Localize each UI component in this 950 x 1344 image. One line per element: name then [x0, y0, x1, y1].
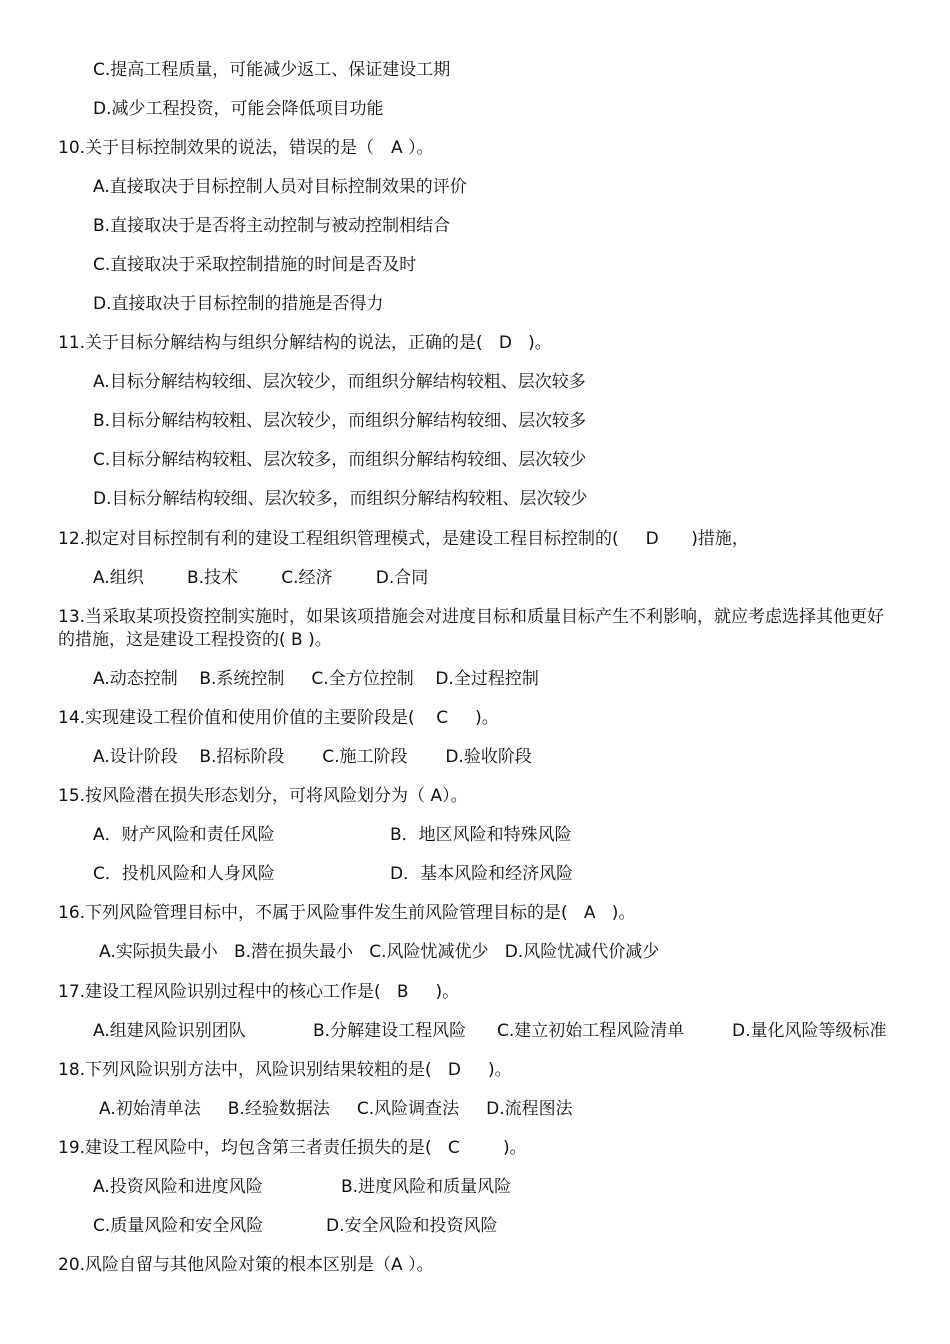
option-line: A.动态控制 B.系统控制 C.全方位控制 D.全过程控制: [93, 669, 539, 689]
option-line: A.组织 B.技术 C.经济 D.合同: [93, 568, 429, 588]
option-line: B.目标分解结构较粗、层次较少，而组织分解结构较细、层次较多: [93, 411, 587, 431]
option-line: D.减少工程投资，可能会降低项目功能: [93, 99, 384, 119]
option-line: B.分解建设工程风险: [313, 1021, 467, 1041]
question-12: 12.拟定对目标控制有利的建设工程组织管理模式，是建设工程目标控制的( D )措施，: [58, 529, 749, 549]
question-10: 10.关于目标控制效果的说法，错误的是（ A ）。: [58, 138, 434, 158]
option-line: B．地区风险和特殊风险: [390, 825, 572, 845]
option-line: C.质量风险和安全风险: [93, 1216, 264, 1236]
option-line: C.目标分解结构较粗、层次较多，而组织分解结构较细、层次较少: [93, 450, 587, 470]
option-line: C.直接取决于采取控制措施的时间是否及时: [93, 255, 417, 275]
option-line: D.直接取决于目标控制的措施是否得力: [93, 294, 384, 314]
option-line: A.实际损失最小 B.潜在损失最小 C.风险忧减优少 D.风险忧减代价减少: [99, 942, 660, 962]
question-18: 18.下列风险识别方法中，风险识别结果较粗的是( D )。: [58, 1060, 512, 1080]
option-line: B.直接取决于是否将主动控制与被动控制相结合: [93, 216, 451, 236]
option-line: C.提高工程质量，可能减少返工、保证建设工期: [93, 60, 451, 80]
option-line: D.目标分解结构较细、层次较多，而组织分解结构较粗、层次较少: [93, 489, 588, 509]
option-line: A.设计阶段 B.招标阶段 C.施工阶段 D.验收阶段: [93, 747, 532, 767]
question-13: 13.当采取某项投资控制实施时，如果该项措施会对进度目标和质量目标产生不利影响，就应考虑选择其他更好的措施，这是建设工程投资的( B )。: [58, 607, 885, 650]
option-line: D.安全风险和投资风险: [326, 1216, 498, 1236]
question-14: 14.实现建设工程价值和使用价值的主要阶段是( C )。: [58, 708, 499, 728]
question-15: 15.按风险潜在损失形态划分，可将风险划分为（ A）。: [58, 786, 468, 806]
question-11: 11.关于目标分解结构与组织分解结构的说法，正确的是( D )。: [58, 333, 552, 353]
option-line: A.直接取决于目标控制人员对目标控制效果的评价: [93, 177, 467, 197]
question-19: 19.建设工程风险中，均包含第三者责任损失的是( C )。: [58, 1138, 527, 1158]
question-16: 16.下列风险管理目标中，不属于风险事件发生前风险管理目标的是( A )。: [58, 903, 636, 923]
question-20: 20.风险自留与其他风险对策的根本区别是（A ）。: [58, 1255, 434, 1275]
option-line: A.初始清单法 B.经验数据法 C.风险调查法 D.流程图法: [99, 1099, 573, 1119]
option-line: A.投资风险和进度风险: [93, 1177, 263, 1197]
option-line: A.目标分解结构较细、层次较少，而组织分解结构较粗、层次较多: [93, 372, 586, 392]
option-line: A.组建风险识别团队: [93, 1021, 246, 1041]
option-line: C．投机风险和人身风险: [93, 864, 275, 884]
question-17: 17.建设工程风险识别过程中的核心工作是( B )。: [58, 982, 460, 1002]
option-line: C.建立初始工程风险清单: [497, 1021, 685, 1041]
option-line: A．财产风险和责任风险: [93, 825, 275, 845]
option-line: B.进度风险和质量风险: [341, 1177, 512, 1197]
option-line: D.量化风险等级标准: [732, 1021, 887, 1041]
option-line: D．基本风险和经济风险: [390, 864, 574, 884]
